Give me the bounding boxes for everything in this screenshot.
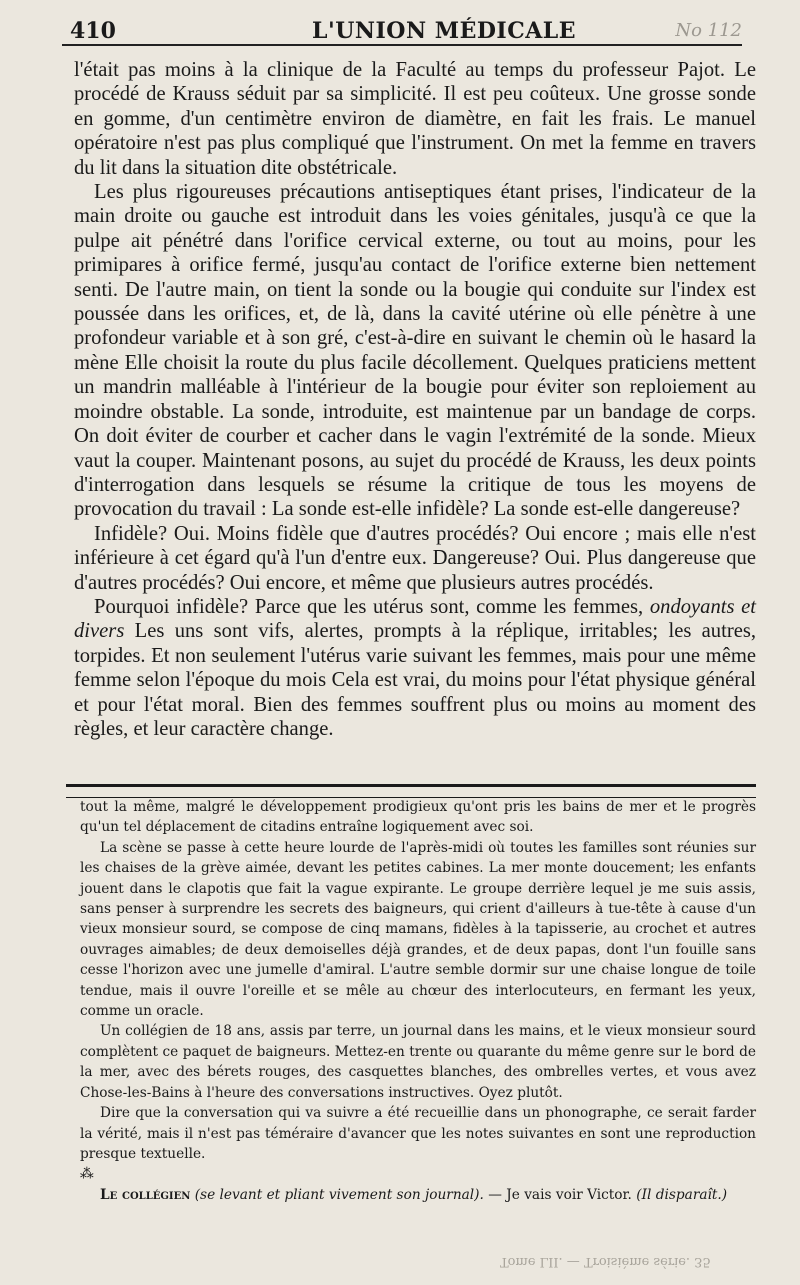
feuilleton [80,797,756,1205]
journal-title: L'UNION MÉDICALE [312,18,577,44]
p4-italic: ondoyants et divers [74,595,756,643]
page-number: 410 [70,18,116,44]
section-divider [66,784,756,798]
dialogue-text: — Je vais voir Victor. [483,1186,637,1203]
dialogue-line [80,1185,756,1205]
upper-paragraph-3: Infidèle? Oui. Moins fidèle que d'autres procédés? Oui encore ; mais elle n'est inférieure à cet égard qu'à l'un d'entre eux. Dangereuse? Oui. Plus dangereuse que d'autres procédés? Oui encore, et même que plusieurs autres procédés. [74,522,756,594]
upper-article [74,58,756,741]
dialogue-speaker: Le collégien [100,1186,191,1203]
lower-paragraph-1: tout la même, malgré le développement prodigieux qu'ont pris les bains de mer et le progrès qu'un tel déplacement de citadins entraîne logiquement avec soi. [80,799,756,836]
lower-paragraph-2: La scène se passe à cette heure lourde de l'après-midi où toutes les familles sont réunies sur les chaises de la grève aimée, devant les petites cabines. La mer monte doucement; les enfants jouent dans le clapotis que fait la vague expirante. Le groupe derrière lequel je me suis assis, sans penser à surprendre les secrets des baigneurs, qui crient d'ailleurs à tue-tête à cause d'un vieux monsieur sourd, se compose de cinq mamans, fidèles à la tapisserie, au crochet et autres ouvrages aimables; de deux demoiselles déjà grandes, et de deux papas, dont l'un fouille sans cesse l'horizon avec une jumelle d'amiral. L'autre semble dormir sur une chaise longue de toile tendue, mais il ouvre l'oreille et se mêle au chœur des interlocuteurs, en fermant les yeux, comme un oracle. [80,839,756,1020]
lower-paragraph-3: Un collégien de 18 ans, assis par terre, un journal dans les mains, et le vieux monsieur sourd complètent ce paquet de baigneurs. Mettez-en trente ou quarante du même genre sur le bord de la mer, avec des bérets rouges, des casquettes blanches, des ombrelles vertes, et vous avez Chose-les-Bains à l'heure des conversations instructives. Oyez plutôt. [80,1023,756,1101]
issue-number: No 112 [675,20,742,41]
upper-paragraph-4 [74,595,756,741]
lower-paragraph-4: Dire que la conversation qui va suivre a été recueillie dans un phonographe, ce serait farder la vérité, mais il n'est pas téméraire d'avancer que les notes suivantes en sont une reproduction presque textuelle. [80,1105,756,1162]
p4-before: Pourquoi infidèle? Parce que les utérus sont, comme les femmes, [94,595,650,618]
dialogue-action: (se levant et pliant vivement son journal). [194,1186,484,1203]
p4-after: Les uns sont vifs, alertes, prompts à la réplique, irritables; les autres, torpides. Et non seulement l'utérus varie suivant les femmes, mais pour une même femme selon l'époque du mois Cela est vrai, du moins pour l'état physique général et pour l'état moral. Bien des femmes souffrent plus ou moins au moment des règles, et leur caractère change. [74,620,756,740]
page-header [70,12,760,46]
upper-paragraph-2: Les plus rigoureuses précautions antiseptiques étant prises, l'indicateur de la main droite ou gauche est introduit dans les voies génitales, jusqu'à ce que la pulpe ait pénétré dans l'orifice cervical externe, ou tout au moins, pour les primipares à orifice fermé, jusqu'au contact de l'orifice externe bien nettement senti. De l'autre main, on tient la sonde ou la bougie qui conduite sur l'index est poussée dans les orifices, et, de là, dans la cavité utérine où elle pénètre à une profondeur variable et à son gré, c'est-à-dire en suivant le chemin où le hasard la mène Elle choisit la route du plus facile décollement. Quelques praticiens mettent un mandrin malléable à l'intérieur de la bougie pour éviter son reploiement au moindre obstable. La sonde, introduite, est maintenue par un bandage de corps. On doit éviter de courber et cacher dans le vagin l'extrémité de la sonde. Mieux vaut la couper. Maintenant posons, au sujet du procédé de Krauss, les deux points d'interrogation dans lesquels se résume la critique de tous les moyens de provocation du travail : La sonde est-elle infidèle? La sonde est-elle dangereuse? [74,181,756,521]
dialogue-exit: (Il disparaît.) [636,1186,728,1203]
upper-paragraph-1: l'était pas moins à la clinique de la Faculté au temps du professeur Pajot. Le procédé de Krauss séduit par sa simplicité. Il est peu coûteux. Une grosse sonde en gomme, d'un centimètre environ de diamètre, en fait les frais. Le manuel opératoire n'est pas plus compliqué que l'instrument. On met la femme en travers du lit dans la situation dite obstétricale. [74,59,756,179]
header-rule [62,44,742,46]
bleed-through-footer: Tome LII. — Troisième série. 35 [500,1254,711,1269]
asterism: ⁂ [80,1166,94,1183]
